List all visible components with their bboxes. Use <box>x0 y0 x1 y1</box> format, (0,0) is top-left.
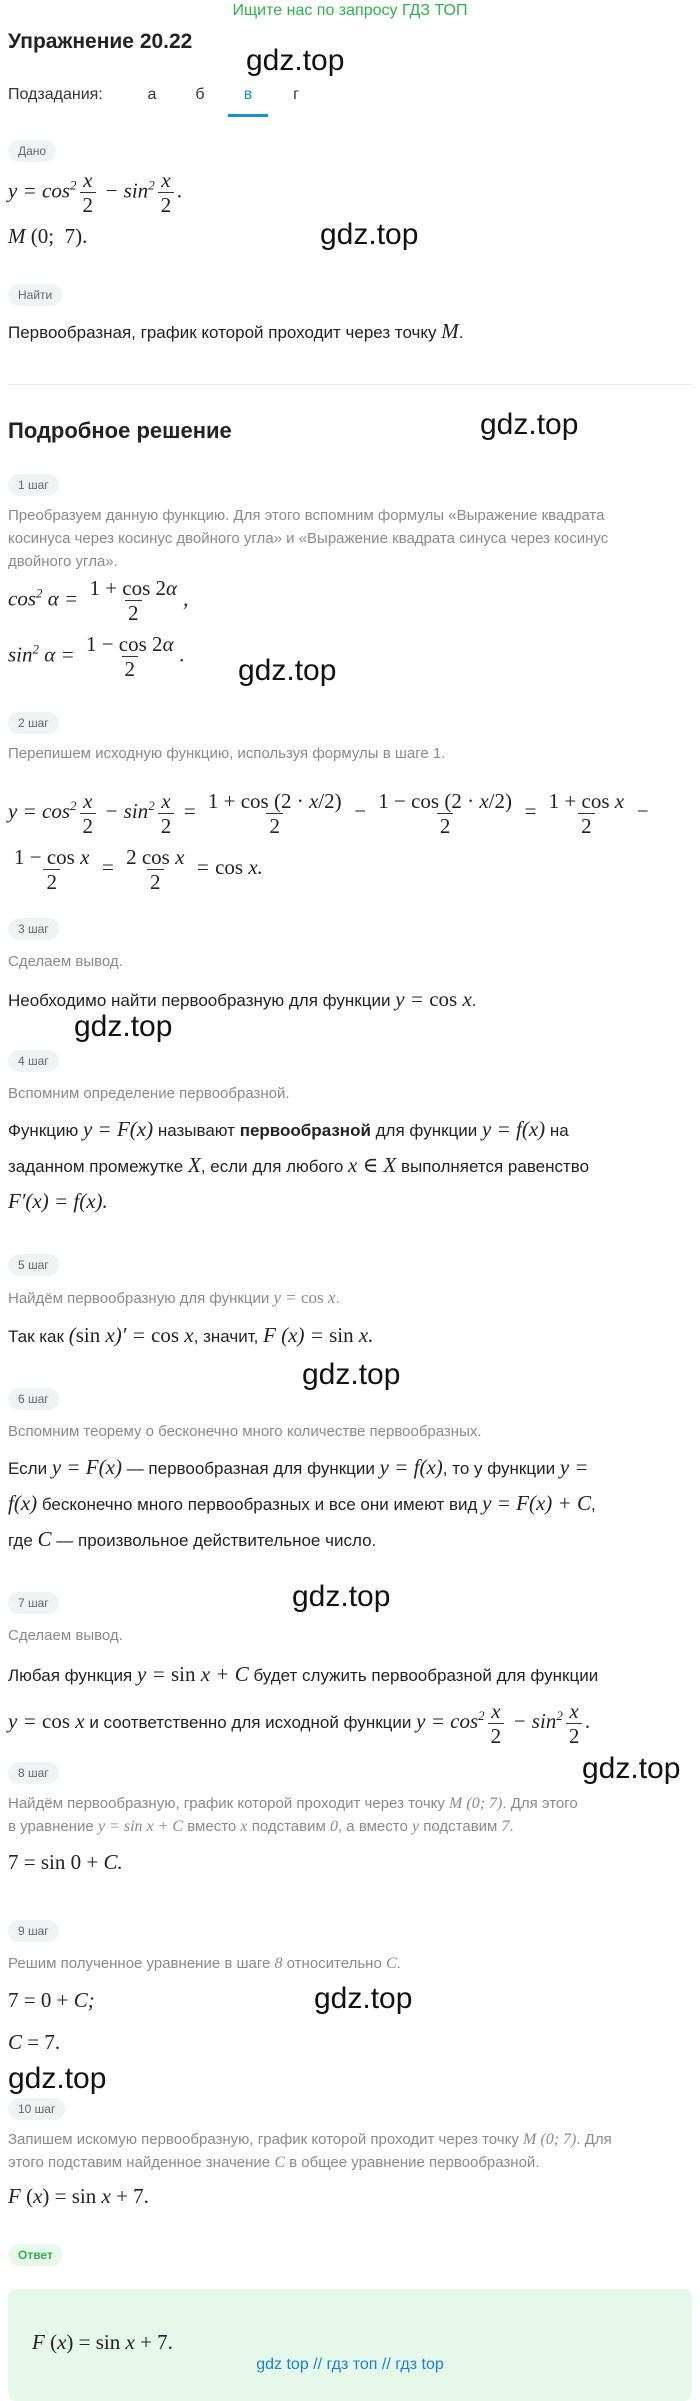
step9-grey: Решим полученное уравнение в шаге 8 относительно C. <box>8 1955 401 1972</box>
watermark: gdz.top <box>8 2062 107 2095</box>
tab-a[interactable]: а <box>147 86 157 103</box>
search-banner: Ищите нас по запросу ГДЗ ТОП <box>232 2 468 19</box>
step6-grey: Вспомним теорему о бесконечно много количестве первообразных. <box>8 1423 482 1440</box>
footer-link-gdz-top[interactable]: gdz top <box>256 2356 309 2373</box>
step4-text: Функцию y = F(x) называют первообразной для функции y = f(x) на заданном промежутке X, если для любого x ∈ X выполняется равенство F′(x) = f(x). <box>8 1117 590 1213</box>
step-badge: 8 шаг <box>8 1762 59 1784</box>
footer-link-gdz-top-mixed[interactable]: гдз top <box>395 2356 444 2373</box>
step10-grey: Запишем искомую первообразную, график которой проходит через точку M (0; 7). Для этого подставим найденное значение C в общее уравнение первообразной. <box>8 2131 612 2171</box>
given-point: M (0; 7). <box>8 224 88 248</box>
step-badge: 4 шаг <box>8 1050 59 1072</box>
watermark: gdz.top <box>238 654 337 687</box>
step-badge: 7 шаг <box>8 1592 59 1614</box>
given-badge: Дано <box>8 140 56 162</box>
step5-grey: Найдём первообразную для функции y = cos x. <box>8 1288 340 1307</box>
step3-grey: Сделаем вывод. <box>8 953 123 970</box>
tab-g[interactable]: г <box>293 86 299 103</box>
step6-text: Если y = F(x) — первообразная для функции y = f(x), то у функции y = f(x) бесконечно много первообразных и все они имеют вид y = F(x) + C, где C — произвольное действительное число. <box>8 1455 596 1551</box>
divider <box>8 384 692 385</box>
step-badge: 2 шаг <box>8 712 59 734</box>
step-badge: 9 шаг <box>8 1920 59 1942</box>
step-badge: 10 шаг <box>8 2098 65 2120</box>
answer-badge: Ответ <box>8 2244 63 2266</box>
page-title: Упражнение 20.22 <box>8 30 193 53</box>
step8-grey: Найдём первообразную, график которой проходит через точку M (0; 7). Для этого в уравнение y = sin x + C вместо x подставим 0, а вместо y подставим 7. <box>8 1795 578 1835</box>
footer-links: gdz top // гдз топ // гдз top <box>256 2356 444 2373</box>
step8-equation: 7 = sin 0 + C. <box>8 1850 123 1874</box>
watermark: gdz.top <box>314 1982 413 2015</box>
step-badge: 1 шаг <box>8 474 59 496</box>
step7-text: Любая функция y = sin x + C будет служить первообразной для функции y = cos x и соответственно для исходной функции $y = \cos^2$ $\frac{x}{2}$ − $\sin^2$ $\frac{x}{2}$ . <box>8 1662 599 1748</box>
tab-b[interactable]: б <box>195 86 205 103</box>
step3-text: Необходимо найти первообразную для функции y = cos x. <box>8 987 477 1011</box>
step2-derivation: $y = \cos^2$ $\frac{x}{2}$ − $\sin^2$ $\frac{x}{2}$ = $\frac{1 + \cos (2 \cdot x/2)}{2}$ − $\frac{1 - \cos (2 \cdot x/2)}{2}$ = $\frac{\text{1 + cos x}}{2}$ − $\frac{\text{1 − cos x}}{2}$ = $\frac{\text{2 cos x}}{2}$ = cos x. <box>8 788 650 894</box>
formula-cos2: $\cos^2 \alpha$ = $\frac{1 + \cos 2\alpha}{2}$ , <box>8 576 189 626</box>
footer-link-gdz-top-ru[interactable]: гдз топ <box>326 2356 378 2373</box>
watermark: gdz.top <box>74 1010 173 1043</box>
step10-equation: F (x) = sin x + 7. <box>8 2184 149 2208</box>
watermark: gdz.top <box>480 408 579 441</box>
step4-grey: Вспомним определение первообразной. <box>8 1085 290 1102</box>
formula-sin2: $\sin^2 \alpha$ = $\frac{1 - \cos 2\alpha}{2}$ . <box>8 632 185 682</box>
section-title: Подробное решение <box>8 418 232 443</box>
step1-text: Преобразуем данную функцию. Для этого вспомним формулы «Выражение квадрата косинуса через косинус двойного угла» и «Выражение квадрата синуса через косинус двойного угла». <box>8 507 609 570</box>
step2-text: Перепишем исходную функцию, используя формулы в шаге 1. <box>8 745 446 762</box>
find-badge: Найти <box>8 284 62 306</box>
given-function: $y = \cos^2$ $\frac{x}{2}$ − $\sin^2$ $\frac{x}{2}$ . <box>8 168 183 218</box>
watermark: gdz.top <box>320 218 419 251</box>
step7-grey: Сделаем вывод. <box>8 1627 123 1644</box>
watermark: gdz.top <box>302 1358 401 1391</box>
find-text: Первообразная, график которой проходит через точку M. <box>8 319 464 343</box>
answer-formula: F (x) = sin x + 7. <box>32 2330 173 2354</box>
watermark: gdz.top <box>582 1752 681 1785</box>
step9-eq2: C = 7. <box>8 2030 61 2054</box>
step9-eq1: 7 = 0 + C; <box>8 1988 95 2012</box>
subtasks-label: Подзадания: <box>8 86 103 103</box>
step5-text: Так как (sin x)′ = cos x, значит, F (x) = sin x. <box>8 1323 374 1347</box>
step-badge: 3 шаг <box>8 918 59 940</box>
tab-v[interactable]: в <box>228 84 268 117</box>
step-badge: 6 шаг <box>8 1388 59 1410</box>
step-badge: 5 шаг <box>8 1254 59 1276</box>
watermark: gdz.top <box>292 1580 391 1613</box>
watermark: gdz.top <box>246 44 345 77</box>
